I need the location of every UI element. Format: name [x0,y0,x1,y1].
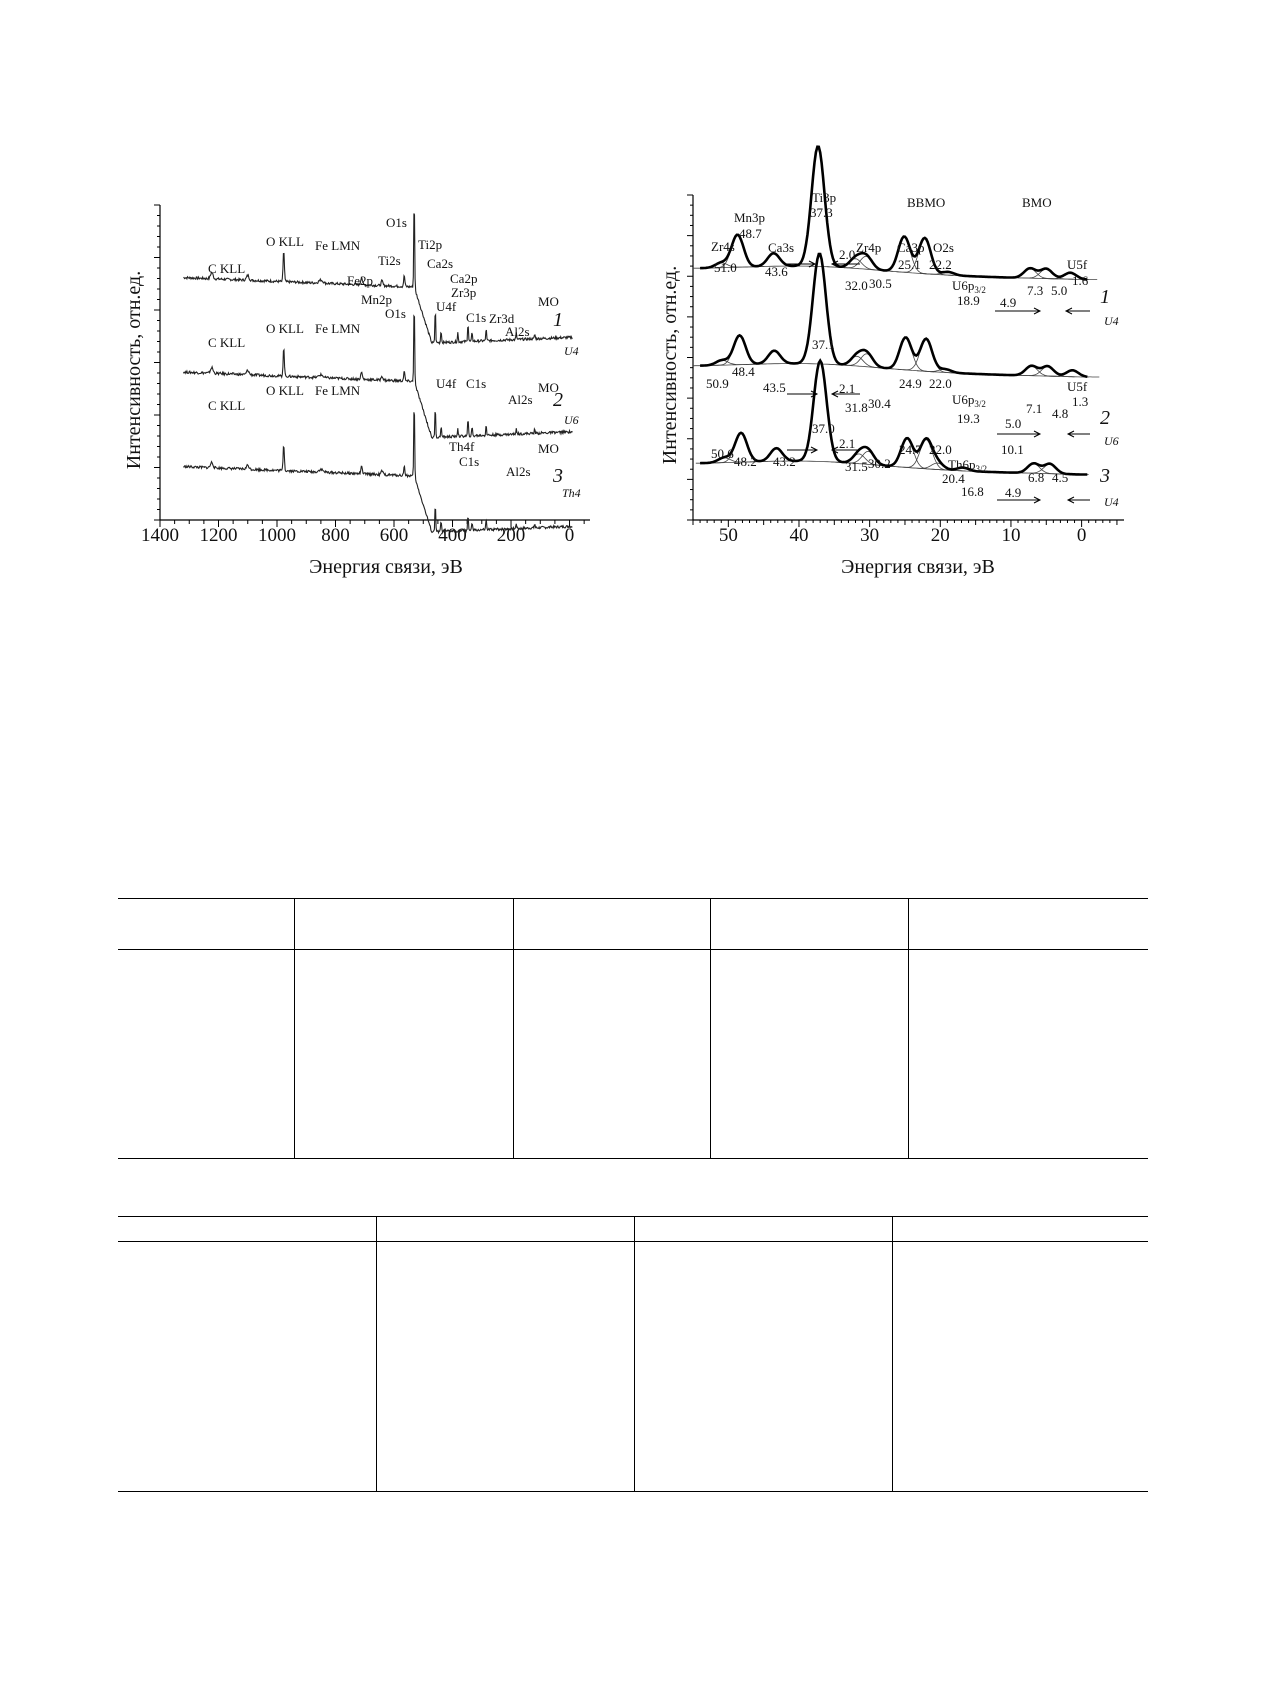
label-al2s-2: Al2s [508,392,533,407]
right-chart [659,146,1124,578]
label-o1s-mid: O1s [385,306,406,321]
label-s3-th6p: 20.4 [942,471,965,486]
label-ckll-2: C KLL [208,335,246,350]
table-1-cell [294,950,513,1159]
label-s2-tag: U6 [1104,434,1119,448]
label-s2-a2: 10.1 [1001,442,1024,457]
label-c1s-1: C1s [466,310,487,325]
label-ca2p: Ca2p [450,271,478,286]
left-chart [123,205,590,578]
label-al2s-1: Al2s [505,324,530,339]
label-s3-o2s: 22.0 [929,442,952,457]
label-bbmo: ВВМО [907,195,946,210]
label-s1-zr4s: 51.0 [714,260,737,275]
label-zr4p: Zr4p [856,240,882,255]
label-s3-mn3p: 48.2 [734,454,757,469]
label-felmn-3: Fe LMN [315,383,361,398]
table-2-header-row [118,1217,1148,1242]
label-s1-mn3p: 48.7 [739,226,762,241]
label-curve-num-2: 2 [553,389,563,411]
table-2-header-cell [118,1217,376,1242]
label-okll-2: O KLL [266,321,304,336]
left-x-tick-label: 600 [379,525,409,546]
table-2-header-cell [634,1217,892,1242]
label-s3-ca3s: 43.2 [773,454,796,469]
label-s2-ca3p: 24.9 [899,376,922,391]
table-1-row [118,950,1148,1159]
right-component-peak [877,337,934,371]
label-s2-u6p: 19.3 [957,411,980,426]
label-s2-zr4p: 31.8 [845,400,868,415]
label-al2s-3: Al2s [506,464,531,479]
left-x-tick-label: 400 [438,525,467,546]
label-s1-o2s: 22.2 [929,257,952,272]
label-zr4s: Zr4s [711,239,735,254]
label-mo-3: MO [538,441,559,456]
table-1-cell [710,950,908,1159]
label-s3-zr4p: 31.5 [845,459,868,474]
right-x-tick-label: 0 [1076,525,1087,546]
label-s2-a: 5.0 [1005,416,1022,431]
table-2-cell [376,1242,634,1492]
label-ca2s: Ca2s [427,256,453,271]
label-s3-w: 2.1 [839,436,856,451]
label-s3-a: 4.9 [1005,485,1022,500]
label-s2-mn3p: 48.4 [732,364,755,379]
table-2-cell [634,1242,892,1492]
label-ti2s: Ti2s [378,253,401,268]
right-x-ticks [693,520,1117,546]
right-x-tick-label: 10 [1001,525,1021,546]
label-s1-c: 5.0 [1051,283,1068,298]
label-u5f-2: U5f [1067,379,1088,394]
table-1-header-row [118,899,1148,950]
right-x-tick-label: 40 [789,525,809,546]
label-s1-zr4p: 32.0 [845,278,868,293]
label-th4f: Th4f [449,439,475,454]
right-x-tick-label: 30 [860,525,880,546]
label-ti2p: Ti2p [418,237,443,252]
label-u6p-1: $U6p_{3/2}$ [952,278,986,295]
label-ckll-3: C KLL [208,398,246,413]
table-2 [118,1216,1148,1492]
label-okll-3: O KLL [266,383,304,398]
label-mo-2: MO [538,380,559,395]
label-s2-num: 2 [1100,407,1110,429]
table-2-header-cell [376,1217,634,1242]
label-th6p: $Th6p_{3/2}$ [948,457,987,474]
label-felmn-2: Fe LMN [315,321,361,336]
label-ckll-1: C KLL [208,261,246,276]
label-okll-1: O KLL [266,234,304,249]
label-u4f-2: U4f [436,376,457,391]
table-2-cell [118,1242,376,1492]
table-1-cell [908,950,1148,1159]
label-o2s: O2s [933,240,954,255]
label-s1-a: 4.9 [1000,295,1017,310]
label-u4f-1: U4f [436,299,457,314]
right-y-ticks [687,195,693,520]
label-curve-num-3: 3 [553,465,563,487]
right-x-label: Энергия связи, эВ [841,556,995,578]
left-x-label: Энергия связи, эВ [309,556,463,578]
label-s3-302: 30.2 [868,456,891,471]
table-1-header-cell [294,899,513,950]
label-zr3p: Zr3p [451,285,477,300]
label-fe2p: Fe2p [347,273,373,288]
label-c1s-3: C1s [459,454,480,469]
label-tag-u4: U4 [564,344,579,358]
label-u6p-2: $U6p_{3/2}$ [952,392,986,409]
label-s3-ca3p: 24.7 [899,442,922,457]
left-y-label: Интенсивность, отн.ед. [123,270,145,470]
label-ca3p: Ca3p [897,240,925,255]
label-o1s-top: O1s [386,215,407,230]
left-x-tick-label: 1400 [141,525,179,546]
table-2-header-cell [892,1217,1148,1242]
table-1-cell [513,950,710,1159]
label-zr3d: Zr3d [489,311,515,326]
label-ti3p: Ti3p [812,190,837,205]
label-s3-tag: U4 [1104,495,1119,509]
label-s1-u5f: 1.6 [1072,273,1089,288]
label-c1s-2: C1s [466,376,487,391]
label-s2-o2s: 22.0 [929,376,952,391]
label-s2-ca3s: 43.5 [763,380,786,395]
table-1-cell [118,950,294,1159]
label-s3-b: 6.8 [1028,470,1045,485]
label-ca3s: Ca3s [768,240,794,255]
table-1-header-cell [908,899,1148,950]
left-x-tick-label: 800 [321,525,350,546]
right-x-tick-label: 50 [718,525,738,546]
label-s2-304: 30.4 [868,396,891,411]
label-bmo: ВМО [1022,195,1052,210]
left-y-ticks [154,205,160,520]
right-y-label: Интенсивность, отн.ед. [659,265,681,465]
figure-svg [0,0,1270,620]
label-s1-tag: U4 [1104,314,1119,328]
label-s1-b: 7.3 [1027,283,1044,298]
label-s3-ti3p: 37.0 [812,421,835,436]
label-felmn-1: Fe LMN [315,238,361,253]
label-s2-zr4s: 50.9 [706,376,729,391]
label-s2-w: 2.1 [839,381,856,396]
label-s3-u6p: 16.8 [961,484,984,499]
left-x-tick-label: 0 [564,525,575,546]
left-x-tick-label: 1200 [199,525,238,546]
label-tag-u6: U6 [564,413,579,427]
label-s3-num: 3 [1100,465,1110,487]
label-s1-ti3p: 37.3 [810,205,833,220]
label-s2-u5f: 1.3 [1072,394,1089,409]
table-1-header-cell [513,899,710,950]
label-s2-c: 4.8 [1052,406,1069,421]
label-s1-num: 1 [1100,286,1110,308]
label-s1-ca3p: 25.1 [898,257,921,272]
label-s3-zr4s-tag: 50.6 [711,446,734,461]
table-2-cell [892,1242,1148,1492]
table-1-header-cell [710,899,908,950]
label-s1-u6p: 18.9 [957,293,980,308]
table-1 [118,898,1148,1159]
figure-xps-spectra [0,0,1270,620]
label-mn3p: Mn3p [734,210,766,225]
right-series-line-3 [700,361,1087,475]
left-x-tick-label: 200 [496,525,526,546]
label-u5f-1: U5f [1067,257,1088,272]
right-component-peak [898,339,955,373]
right-series-line-2 [700,254,1087,377]
label-s2-ti3p: 37.1 [812,337,835,352]
left-x-ticks [141,520,584,546]
label-s1-w: 2.0 [839,247,856,262]
left-x-tick-label: 1000 [258,525,297,546]
label-tag-th4: Th4 [562,486,581,500]
table-2-row [118,1242,1148,1492]
label-mo-1: MO [538,294,559,309]
label-s3-c: 4.5 [1052,470,1069,485]
table-1-header-cell [118,899,294,950]
label-s1-ca3s: 43.6 [765,264,788,279]
right-x-tick-label: 20 [930,525,950,546]
label-mn2p: Mn2p [361,292,393,307]
label-s1-305: 30.5 [869,276,892,291]
label-s2-b: 7.1 [1026,401,1043,416]
label-curve-num-1: 1 [553,309,563,331]
